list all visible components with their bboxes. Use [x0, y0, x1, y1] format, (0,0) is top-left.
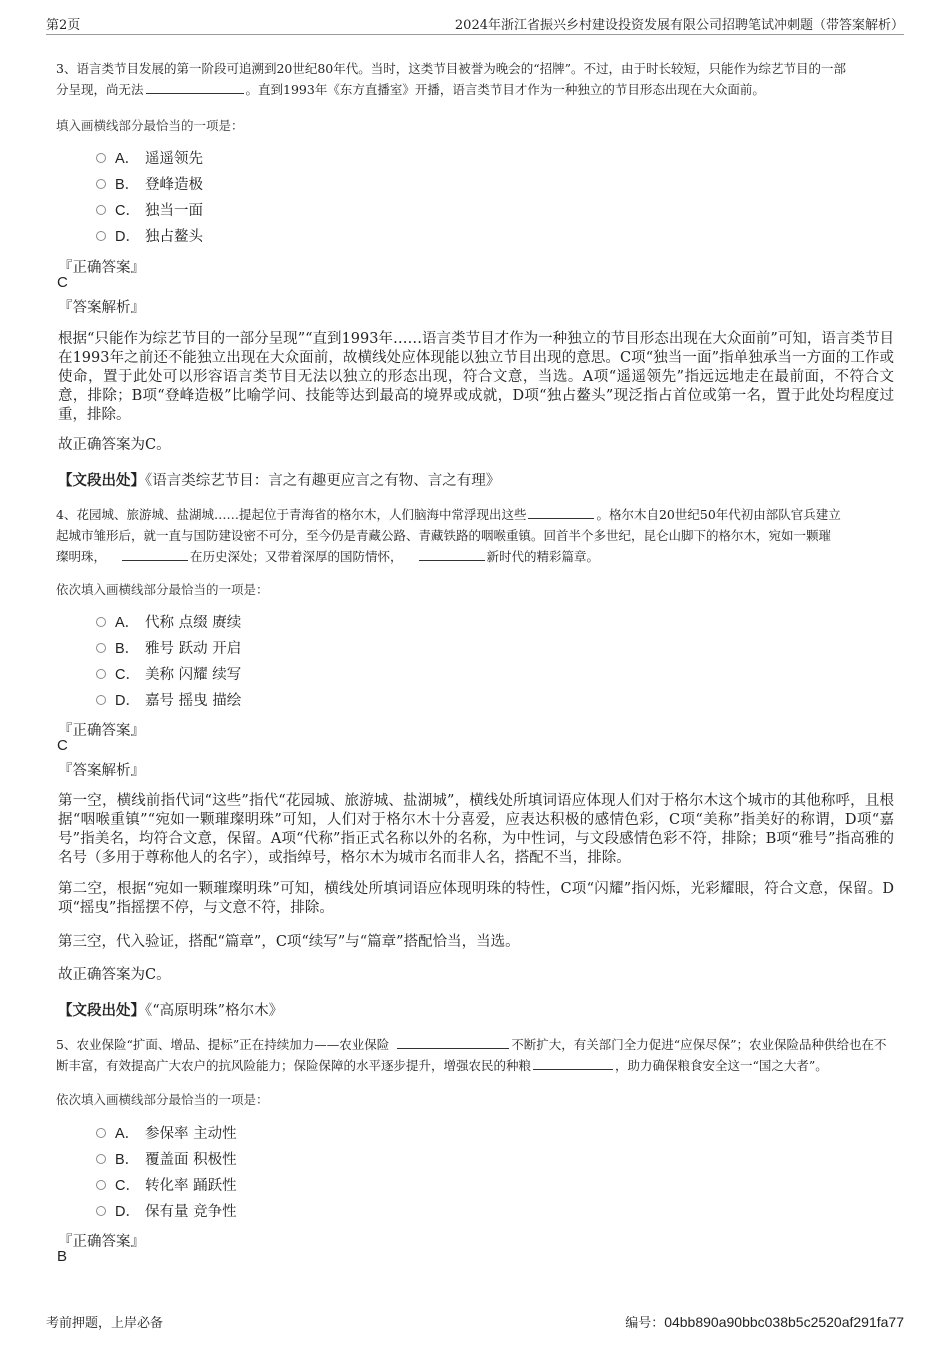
q5-blank-1 — [397, 1036, 509, 1049]
q4-analysis-3: 第三空，代入验证，搭配“篇章”，C项“续写”与“篇章”搭配恰当，当选。 — [58, 934, 520, 950]
radio-icon[interactable] — [96, 231, 106, 241]
q3-stem-line1: 3、语言类节目发展的第一阶段可追溯到20世纪80年代。当时，这类节目被誉为晚会的“招牌”。不过，由于时长较短，只能作为综艺节目的一部 — [56, 61, 847, 76]
q3-stem — [56, 58, 896, 100]
radio-icon[interactable] — [96, 1206, 106, 1216]
q5-stem-line1: 5、农业保险“扩面、增品、提标”正在持续加力——农业保险 不断扩大，有关部门全力促进“应保尽保”；农业保险品种供给也在不 — [56, 1037, 887, 1052]
q4-answer: C — [57, 737, 68, 754]
document-title: 2024年浙江省振兴乡村建设投资发展有限公司招聘笔试冲刺题（带答案解析） — [454, 18, 904, 33]
document-code: 04bb890a90bbc038b5c2520af291fa77 — [664, 1314, 904, 1330]
radio-icon[interactable] — [96, 1154, 106, 1164]
q4-stem-line1: 4、花园城、旅游城、盐湖城……提起位于青海省的格尔木，人们脑海中常浮现出这些 。格尔木自20世纪50年代初由部队官兵建立 — [56, 507, 841, 522]
radio-icon[interactable] — [96, 1128, 106, 1138]
q3-analysis: 根据“只能作为综艺节目的一部分呈现”“直到1993年……语言类节目才作为一种独立的节目形态出现在大众面前”可知，语言类节目在1993年之前还不能独立出现在大众面前，故横线处应体现能以独立节目出现的意思。C项“独当一面”指单独承当一方面的工作或使命，置于此处可以形容语言类节目无法以独立的形态出现，符合文意，当选。A项“遥遥领先”指远远地走在最前面，不符合文意，排除；B项“登峰造极”比喻学问、技能等达到最高的境界或成就，D项“独占鳌头”现泛指占首位或第一名，置于此处均程度过重，排除。 — [58, 331, 894, 423]
q4-conclusion: 故正确答案为C。 — [58, 967, 171, 983]
radio-icon[interactable] — [96, 179, 106, 189]
q3-blank — [146, 81, 244, 94]
radio-icon[interactable] — [96, 669, 106, 679]
footer-code: 编号：04bb890a90bbc038b5c2520af291fa77 — [625, 1314, 904, 1331]
q4-blank-2 — [122, 548, 188, 561]
q4-analysis-2: 第二空，根据“宛如一颗璀璨明珠”可知，横线处所填词语应体现明珠的特性，C项“闪耀”指闪烁，光彩耀眼，符合文意，保留。D项“摇曳”指摇摆不停，与文意不符，排除。 — [58, 881, 894, 916]
radio-icon[interactable] — [96, 643, 106, 653]
q5-blank-2 — [533, 1057, 613, 1070]
q3-option-b[interactable]: B． 登峰造极 — [96, 174, 203, 196]
q4-source: 【文段出处】《“高原明珠”格尔木》 — [58, 1002, 284, 1019]
radio-icon[interactable] — [96, 617, 106, 627]
q5-option-c[interactable]: C． 转化率 踊跃性 — [96, 1175, 237, 1197]
q3-option-a[interactable]: A． 遥遥领先 — [96, 148, 203, 170]
q5-answer: B — [57, 1248, 68, 1265]
q4-prompt: 依次填入画横线部分最恰当的一项是： — [56, 582, 269, 597]
q3-prompt: 填入画横线部分最恰当的一项是： — [56, 118, 244, 133]
q5-stem — [56, 1034, 896, 1076]
q4-stem-line3: 璨明珠， 在历史深处；又带着深厚的国防情怀， 新时代的精彩篇章。 — [56, 549, 600, 564]
q5-option-d[interactable]: D． 保有量 竞争性 — [96, 1201, 237, 1223]
q4-stem-line2: 起城市雏形后，就一直与国防建设密不可分，至今仍是青藏公路、青藏铁路的咽喉重镇。回首半个多世纪，昆仑山脚下的格尔木，宛如一颗璀 — [56, 528, 832, 543]
q3-conclusion: 故正确答案为C。 — [58, 437, 171, 453]
page-header — [46, 14, 904, 35]
q4-blank-3 — [419, 548, 485, 561]
q4-analysis-label: 『答案解析』 — [58, 763, 145, 779]
q4-option-a[interactable]: A． 代称 点缀 赓续 — [96, 612, 241, 634]
q3-correct-label: 『正确答案』 — [58, 260, 145, 276]
radio-icon[interactable] — [96, 695, 106, 705]
q5-option-a[interactable]: A． 参保率 主动性 — [96, 1123, 237, 1145]
q3-option-d[interactable]: D． 独占鳌头 — [96, 226, 203, 248]
radio-icon[interactable] — [96, 153, 106, 163]
footer-slogan: 考前押题，上岸必备 — [46, 1316, 164, 1331]
q4-blank-1 — [528, 506, 594, 519]
q4-analysis-1: 第一空，横线前指代词“这些”指代“花园城、旅游城、盐湖城”，横线处所填词语应体现人们对于格尔木这个城市的其他称呼，且根据“咽喉重镇”“宛如一颗璀璨明珠”可知，人们对于格尔木十分喜爱，应表达积极的感情色彩，C项“美称”指美好的称谓，D项“嘉号”指美名，均符合文意，保留。A项“代称”指正式名称以外的名称，为中性词，与文段感情色彩不符，排除；B项“雅号”指高雅的名号（多用于尊称他人的名字），或指绰号，格尔木为城市名而非人名，搭配不当，排除。 — [58, 793, 894, 866]
q4-option-c[interactable]: C． 美称 闪耀 续写 — [96, 664, 241, 686]
q3-option-c[interactable]: C． 独当一面 — [96, 200, 203, 222]
q3-analysis-label: 『答案解析』 — [58, 300, 145, 316]
page-footer — [46, 1312, 904, 1332]
page-number: 第2页 — [46, 18, 81, 33]
q3-source: 【文段出处】《语言类综艺节目：言之有趣更应言之有物、言之有理》 — [58, 472, 501, 489]
q4-correct-label: 『正确答案』 — [58, 723, 145, 739]
q4-stem — [56, 504, 896, 567]
radio-icon[interactable] — [96, 1180, 106, 1190]
q3-answer: C — [57, 274, 68, 291]
q3-stem-line2: 分呈现，尚无法 。直到1993年《东方直播室》开播，语言类节目才作为一种独立的节目形态出现在大众面前。 — [56, 82, 765, 97]
radio-icon[interactable] — [96, 205, 106, 215]
q5-correct-label: 『正确答案』 — [58, 1234, 145, 1250]
q5-stem-line2: 断丰富，有效提高广大农户的抗风险能力；保险保障的水平逐步提升，增强农民的种粮 ，助力确保粮食安全这一“国之大者”。 — [56, 1058, 828, 1073]
q5-prompt: 依次填入画横线部分最恰当的一项是： — [56, 1092, 269, 1107]
q4-option-b[interactable]: B． 雅号 跃动 开启 — [96, 638, 241, 660]
q5-option-b[interactable]: B． 覆盖面 积极性 — [96, 1149, 237, 1171]
q4-option-d[interactable]: D． 嘉号 摇曳 描绘 — [96, 690, 241, 712]
